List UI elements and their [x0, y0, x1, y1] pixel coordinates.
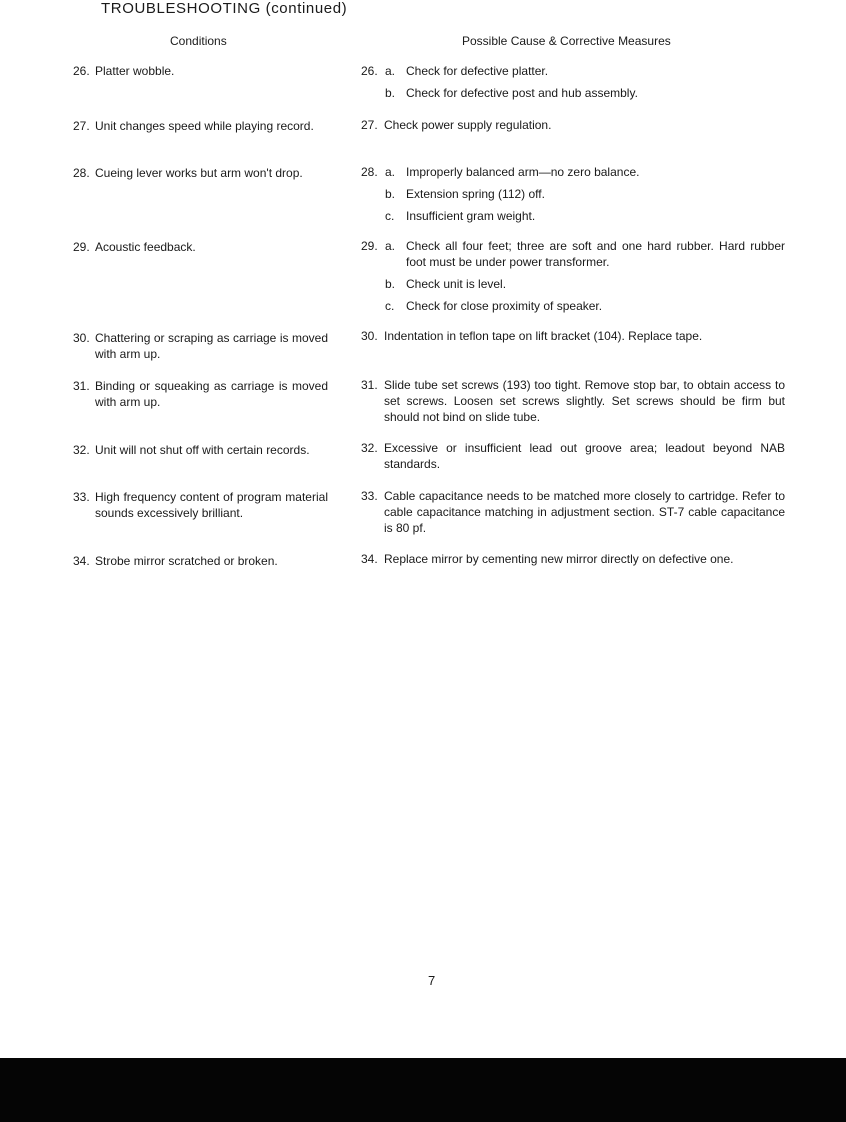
condition-text: Platter wobble. — [95, 64, 175, 78]
cause-text: Slide tube set screws (193) too tight. Remove stop bar, to obtain access to set screws. Loosen set screws slightly. Set screws should be firm but should not bind on slide tube. — [384, 378, 785, 424]
item-number: 26. — [73, 64, 90, 78]
item-number: 28. — [73, 166, 90, 180]
condition-text: Chattering or scraping as carriage is moved with arm up. — [95, 331, 328, 361]
subitem-letter: c. — [385, 299, 395, 313]
cause-number: 30. — [361, 329, 378, 343]
condition — [73, 63, 328, 79]
item-number: 34. — [73, 554, 90, 568]
cause-text: Indentation in teflon tape on lift bracket (104). Replace tape. — [384, 329, 703, 343]
condition — [73, 118, 328, 134]
cause-number: 29. — [361, 239, 378, 253]
subitem-letter: c. — [385, 209, 395, 223]
cause — [361, 440, 785, 472]
cause-text: Check power supply regulation. — [384, 118, 552, 132]
condition-text: Strobe mirror scratched or broken. — [95, 554, 278, 568]
cause-text: Cable capacitance needs to be matched more closely to cartridge. Refer to cable capacitance matching in adjustment section. ST-7 cable capacitance is 80 pf. — [384, 489, 785, 535]
cause-subitem — [361, 208, 785, 224]
cause-number: 26. — [361, 64, 378, 78]
condition — [73, 165, 328, 181]
cause-number: 28. — [361, 165, 378, 179]
cause-number: 27. — [361, 118, 378, 132]
cause-subitem — [361, 238, 785, 270]
subitem-letter: a. — [385, 64, 396, 78]
subitem-letter: b. — [385, 86, 396, 100]
cause-number: 31. — [361, 378, 378, 392]
condition — [73, 489, 328, 521]
cause — [361, 328, 785, 344]
condition-text: Unit will not shut off with certain records. — [95, 443, 310, 457]
cause — [361, 164, 785, 224]
item-number: 32. — [73, 443, 90, 457]
cause — [361, 63, 785, 101]
condition — [73, 378, 328, 410]
subitem-letter: a. — [385, 165, 396, 179]
subitem-letter: b. — [385, 187, 396, 201]
item-number: 29. — [73, 240, 90, 254]
condition-text: Unit changes speed while playing record. — [95, 119, 314, 133]
page-title: TROUBLESHOOTING (continued) — [101, 0, 348, 17]
conditions-header: Conditions — [170, 34, 227, 48]
condition — [73, 553, 328, 569]
cause — [361, 488, 785, 536]
subitem-text: Check for close proximity of speaker. — [406, 299, 603, 313]
condition-text: Binding or squeaking as carriage is moved with arm up. — [95, 379, 328, 409]
subitem-text: Check for defective post and hub assembly. — [406, 86, 638, 100]
cause — [361, 551, 785, 567]
subitem-text: Check all four feet; three are soft and one hard rubber. Hard rubber foot must be under power transformer. — [406, 239, 785, 269]
cause-number: 32. — [361, 441, 378, 455]
cause — [361, 238, 785, 314]
subitem-text: Check for defective platter. — [406, 64, 549, 78]
page-number: 7 — [428, 973, 436, 988]
subitem-letter: a. — [385, 239, 396, 253]
item-number: 27. — [73, 119, 90, 133]
subitem-text: Improperly balanced arm—no zero balance. — [406, 165, 640, 179]
subitem-text: Check unit is level. — [406, 277, 507, 291]
subitem-text: Insufficient gram weight. — [406, 209, 536, 223]
item-number: 30. — [73, 331, 90, 345]
scan-footer-band — [0, 1058, 846, 1122]
cause-subitem — [361, 298, 785, 314]
condition — [73, 239, 328, 255]
item-number: 33. — [73, 490, 90, 504]
condition — [73, 330, 328, 362]
cause-number: 33. — [361, 489, 378, 503]
cause — [361, 117, 785, 133]
condition-text: Cueing lever works but arm won't drop. — [95, 166, 303, 180]
cause-subitem — [361, 276, 785, 292]
subitem-text: Extension spring (112) off. — [406, 187, 545, 201]
causes-header: Possible Cause & Corrective Measures — [462, 34, 671, 48]
cause — [361, 377, 785, 425]
condition — [73, 442, 328, 458]
cause-text: Excessive or insufficient lead out groove area; leadout beyond NAB standards. — [384, 441, 785, 471]
condition-text: High frequency content of program material sounds excessively brilliant. — [95, 490, 328, 520]
cause-subitem — [361, 164, 785, 180]
item-number: 31. — [73, 379, 90, 393]
condition-text: Acoustic feedback. — [95, 240, 196, 254]
cause-subitem — [361, 186, 785, 202]
cause-text: Replace mirror by cementing new mirror directly on defective one. — [384, 552, 734, 566]
subitem-letter: b. — [385, 277, 396, 291]
cause-subitem — [361, 85, 785, 101]
cause-number: 34. — [361, 552, 378, 566]
cause-subitem — [361, 63, 785, 79]
